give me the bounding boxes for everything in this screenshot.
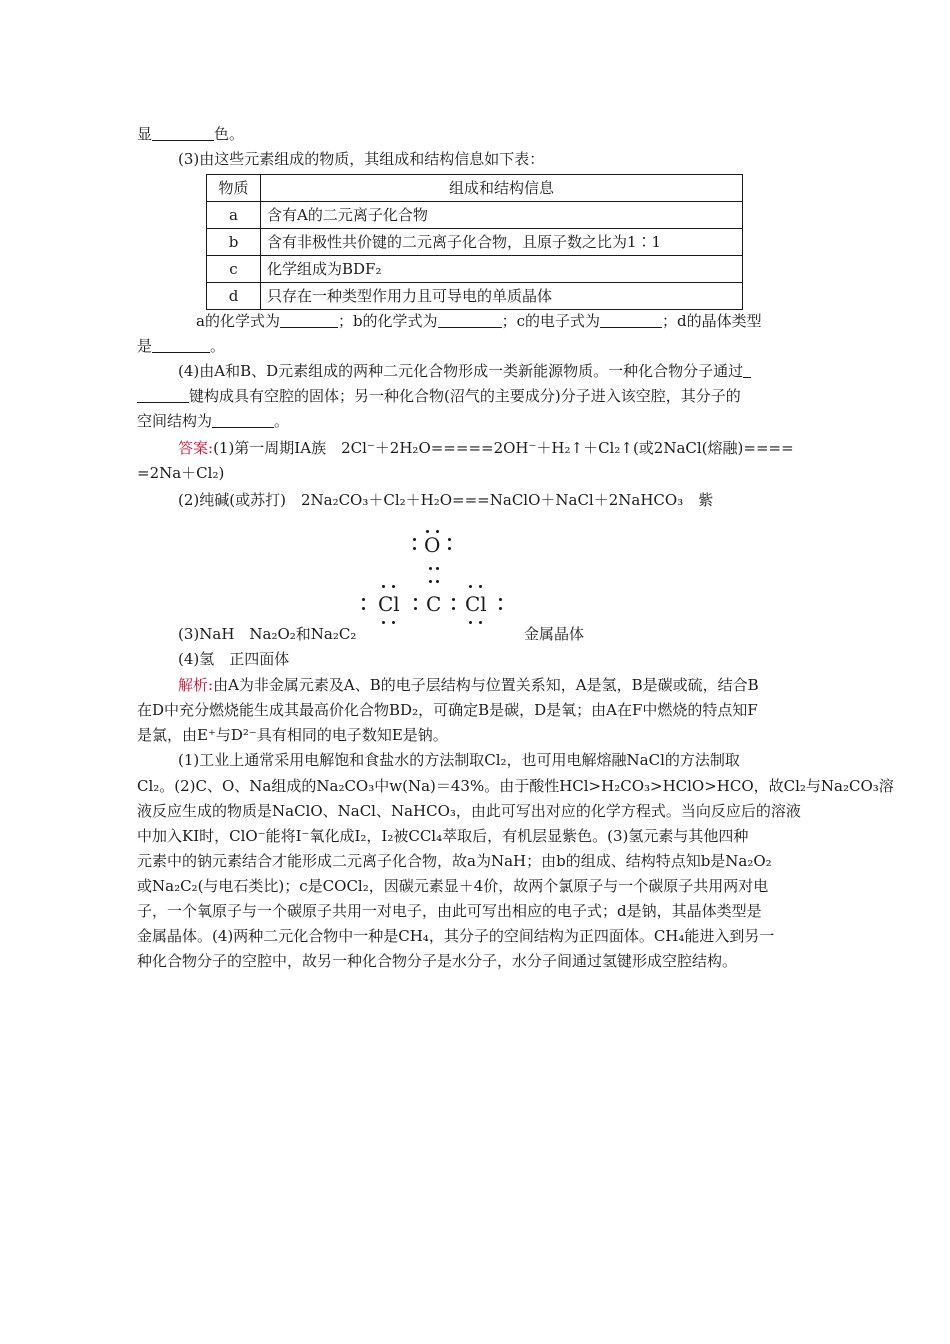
electron-dot [362, 598, 365, 601]
atom-o: O [424, 533, 441, 557]
text: 键构成具有空腔的固体；另一种化合物(沼气的主要成分)分子进入该空腔，其分子的 [189, 387, 741, 405]
answer-blank [600, 313, 662, 328]
answer-blank [152, 126, 214, 141]
answer-blank [152, 338, 210, 353]
atom-c: C [426, 592, 442, 616]
atom-cl-left: Cl [378, 592, 400, 616]
answer-line-1 [178, 438, 794, 458]
text: ；d的晶体类型 [661, 312, 762, 330]
text: 空间结构为 [137, 412, 213, 430]
answer-line-2: (2)纯碱(或苏打) 2Na₂CO₃＋Cl₂＋H₂O===NaClO＋NaCl＋2NaHCO₃ 紫 [178, 491, 714, 509]
answer-blank [280, 313, 338, 328]
table-cell: 化学组成为BDF₂ [261, 256, 743, 283]
electron-dot [414, 598, 417, 601]
answer-blank [212, 413, 274, 428]
text: 色。 [214, 125, 245, 143]
text-line [137, 124, 244, 144]
table-header-row [207, 175, 743, 202]
text: (1)第一周期ⅠA族 2Cl⁻＋2H₂O=====2OH⁻＋H₂↑＋Cl₂↑(或2NaCl(熔融)==== [213, 439, 794, 457]
answer-blank [438, 313, 502, 328]
text: 。 [210, 337, 226, 355]
electron-dot [392, 621, 395, 624]
answer-blank [743, 363, 751, 378]
explanation-line: 金属晶体。(4)两种二元化合物中一种是CH₄，其分子的空间结构为正四面体。CH₄能进入到另一 [137, 927, 775, 945]
text: ；c的电子式为 [501, 312, 600, 330]
text: 。 [274, 412, 290, 430]
explanation-line: 在D中充分燃烧能生成其最高价化合物BD₂，可确定B是碳，D是氧；由A在F中燃烧的特点知F [137, 701, 758, 719]
electron-dot [436, 530, 439, 533]
answer-line-3: (3)NaH Na₂O₂和Na₂C₂ [178, 625, 357, 643]
table-cell: c [207, 256, 261, 283]
lewis-structure [352, 520, 522, 630]
table-cell: b [207, 229, 261, 256]
electron-dot [392, 585, 395, 588]
explanation-line: (1)工业上通常采用电解饱和食盐水的方法制取Cl₂，也可用电解熔融NaCl的方法制取 [178, 751, 740, 769]
electron-dot [499, 598, 502, 601]
text: ；b的化学式为 [337, 312, 438, 330]
answer-line-4: (4)氢 正四面体 [178, 650, 290, 668]
text: a的化学式为 [196, 312, 280, 330]
electron-dot [452, 607, 455, 610]
text: 是 [137, 337, 153, 355]
electron-dot [429, 567, 432, 570]
table-cell: d [207, 283, 261, 310]
table-row [207, 202, 743, 229]
explanation-line: 元素中的钠元素结合才能形成二元离子化合物，故a为NaH；由b的组成、结构特点知b是Na₂O₂ [137, 852, 772, 870]
explanation-line: 子，一个氧原子与一个碳原子共用一对电子，由此可写出相应的电子式；d是钠，其晶体类型是 [137, 902, 762, 920]
electron-dot [382, 621, 385, 624]
table-cell: 含有非极性共价键的二元离子化合物，且原子数之比为1∶1 [261, 229, 743, 256]
question-3-blanks [196, 311, 762, 331]
text: 显 [137, 125, 153, 143]
electron-dot [448, 538, 451, 541]
question-4-line2 [137, 386, 741, 406]
electron-dot [436, 580, 439, 583]
electron-dot [426, 530, 429, 533]
question-3-intro: (3)由这些元素组成的物质，其组成和结构信息如下表： [178, 150, 545, 168]
table-row [207, 229, 743, 256]
answer-line-1b: =2Na＋Cl₂) [137, 464, 225, 482]
electron-dot [479, 621, 482, 624]
table-header: 物质 [207, 175, 261, 202]
explanation-label: 解析: [178, 676, 214, 694]
table-header: 组成和结构信息 [261, 175, 743, 202]
electron-dot [452, 598, 455, 601]
explanation-line: 中加入KI时，ClO⁻能将I⁻氧化成I₂，I₂被CCl₄萃取后，有机层显紫色。(3)氢元素与其他四种 [137, 827, 749, 845]
electron-dot [413, 538, 416, 541]
table-cell: 含有A的二元离子化合物 [261, 202, 743, 229]
electron-dot [469, 621, 472, 624]
electron-dot [382, 585, 385, 588]
explanation-line: 液反应生成的物质是NaClO、NaCl、NaHCO₃，由此可写出对应的化学方程式。当向反应后的溶液 [137, 802, 801, 820]
table-row [207, 283, 743, 310]
answer-label: 答案: [178, 439, 214, 457]
table-row [207, 256, 743, 283]
electron-dot [362, 607, 365, 610]
answer-line-3b: 金属晶体 [524, 625, 585, 643]
electron-dot [429, 580, 432, 583]
explanation-line: 是氯，由E⁺与D²⁻具有相同的电子数知E是钠。 [137, 726, 448, 744]
electron-dot [469, 585, 472, 588]
electron-dot [414, 607, 417, 610]
explanation-line [178, 675, 759, 695]
electron-dot [448, 547, 451, 550]
explanation-line: 种化合物分子的空腔中，故另一种化合物分子是水分子，水分子间通过氢键形成空腔结构。 [137, 952, 738, 970]
text-line [137, 336, 225, 356]
table-cell: a [207, 202, 261, 229]
electron-dot [479, 585, 482, 588]
answer-blank [137, 388, 189, 403]
explanation-line: 或Na₂C₂(与电石类比)；c是COCl₂，因碳元素显＋4价，故两个氯原子与一个碳原子共用两对电 [137, 877, 769, 895]
question-4-line3 [137, 411, 289, 431]
electron-dot [413, 547, 416, 550]
electron-dot [499, 607, 502, 610]
text: 由A为非金属元素及A、B的电子层结构与位置关系知，A是氢，B是碳或硫，结合B [213, 676, 759, 694]
question-4-line1 [178, 361, 751, 381]
info-table [206, 174, 743, 310]
text: (4)由A和B、D元素组成的两种二元化合物形成一类新能源物质。一种化合物分子通过 [178, 362, 744, 380]
atom-cl-right: Cl [465, 592, 487, 616]
electron-dot [436, 567, 439, 570]
explanation-line: Cl₂。(2)C、O、Na组成的Na₂CO₃中w(Na)＝43%。由于酸性HCl>H₂CO₃>HClO>HCO，故Cl₂与Na₂CO₃溶 [137, 777, 894, 795]
table-cell: 只存在一种类型作用力且可导电的单质晶体 [261, 283, 743, 310]
